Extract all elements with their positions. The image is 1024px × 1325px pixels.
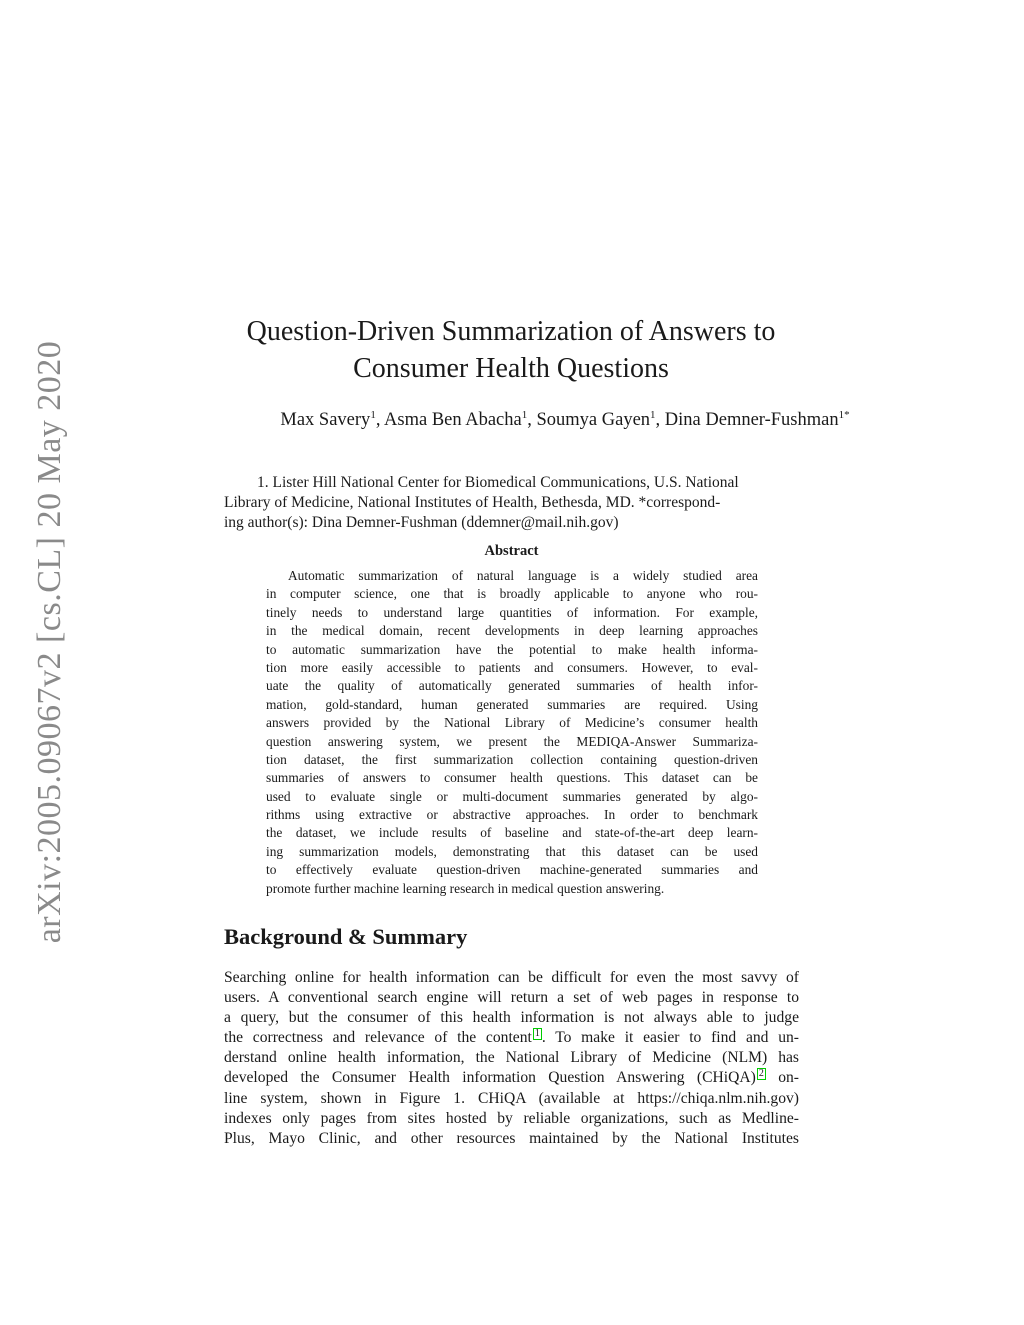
- abstract-line: in computer science, one that is broadly applicable to anyone who rou-: [266, 586, 758, 602]
- affiliation-line: 1. Lister Hill National Center for Biomedical Communications, U.S. National: [257, 474, 739, 491]
- abstract-line: mation, gold-standard, human generated summaries are required. Using: [266, 696, 758, 712]
- body-line: [224, 1068, 799, 1088]
- abstract-line: tion dataset, the first summarization collection containing question-driven: [266, 751, 758, 767]
- abstract-line: to automatic summarization have the potential to make health informa-: [266, 641, 758, 657]
- affiliation-block: [224, 473, 804, 533]
- title-line-1: Question-Driven Summarization of Answers to: [246, 316, 776, 347]
- section-body: [224, 968, 799, 1149]
- abstract-line: promote further machine learning research in medical question answering.: [266, 880, 665, 896]
- body-line: a query, but the consumer of this health information is not always able to judge: [224, 1009, 799, 1027]
- footnote-link-2[interactable]: 2: [758, 1068, 764, 1080]
- abstract-text: [266, 567, 758, 898]
- author-name: Dina Demner-Fushman: [664, 410, 839, 431]
- title-line-2: Consumer Health Questions: [353, 353, 669, 384]
- abstract-line: summaries of answers to consumer health questions. This dataset can be: [266, 770, 758, 786]
- abstract-line: used to evaluate single or multi-document summaries generated by algo-: [266, 788, 758, 804]
- author-affiliation-mark: 1: [370, 409, 376, 421]
- author-affiliation-mark: 1*: [838, 409, 850, 421]
- author-affiliation-mark: 1: [650, 409, 656, 421]
- abstract-line: uate the quality of automatically generated summaries of health infor-: [266, 678, 758, 694]
- abstract-line: the dataset, we include results of baseline and state-of-the-art deep learn-: [266, 825, 758, 841]
- abstract-line: tion more easily accessible to patients and consumers. However, to eval-: [266, 659, 758, 675]
- body-line-part: . To make it easier to find and un-: [541, 1029, 799, 1047]
- affiliation-line: Library of Medicine, National Institutes of Health, Bethesda, MD. *correspond-: [224, 494, 721, 511]
- body-line: users. A conventional search engine will return a set of web pages in response to: [224, 989, 799, 1007]
- body-line: [224, 1028, 799, 1048]
- affiliation-line: ing author(s): Dina Demner-Fushman (ddemner@mail.nih.gov): [224, 514, 619, 531]
- abstract-line: tinely needs to understand large quantities of information. For example,: [266, 604, 758, 620]
- abstract-line: question answering system, we present the MEDIQA-Answer Summariza-: [266, 733, 758, 749]
- abstract-line: answers provided by the National Library of Medicine’s consumer health: [266, 715, 758, 731]
- author-affiliation-mark: 1: [521, 409, 528, 421]
- body-line: derstand online health information, the National Library of Medicine (NLM) has: [224, 1049, 799, 1067]
- author-name: Max Savery: [280, 410, 371, 431]
- abstract-line: rithms using extractive or abstractive approaches. In order to benchmark: [266, 807, 758, 823]
- body-line: indexes only pages from sites hosted by reliable organizations, such as Medline-: [224, 1109, 799, 1127]
- body-line: line system, shown in Figure 1. CHiQA (available at https://chiqa.nlm.nih.gov): [224, 1089, 799, 1107]
- arxiv-identifier: arXiv:2005.09067v2 [cs.CL] 20 May 2020: [31, 340, 68, 944]
- body-line: Searching online for health information can be difficult for even the most savvy of: [224, 969, 799, 986]
- author-name: Soumya Gayen: [536, 410, 651, 431]
- footnote-link-1[interactable]: 1: [534, 1028, 540, 1040]
- author-separator: ,: [527, 410, 537, 431]
- body-line-part: the correctness and relevance of the content: [224, 1029, 532, 1047]
- body-line-part: on-: [765, 1069, 799, 1087]
- author-name: Asma Ben Abacha: [384, 410, 522, 431]
- body-line-part: developed the Consumer Health information Question Answering (CHiQA): [224, 1069, 756, 1087]
- abstract-line: ing summarization models, demonstrating that this dataset can be used: [266, 843, 758, 859]
- abstract-line: to effectively evaluate question-driven machine-generated summaries and: [266, 862, 758, 878]
- paper-title: [200, 313, 822, 387]
- section-heading: Background & Summary: [224, 924, 468, 949]
- author-list: [180, 409, 950, 431]
- author-separator: ,: [655, 410, 665, 431]
- author-separator: ,: [375, 410, 385, 431]
- abstract-line: Automatic summarization of natural language is a widely studied area: [288, 568, 758, 583]
- body-line: Plus, Mayo Clinic, and other resources maintained by the National Institutes: [224, 1129, 799, 1147]
- abstract-heading: Abstract: [484, 543, 539, 559]
- abstract-line: in the medical domain, recent developments in deep learning approaches: [266, 623, 758, 639]
